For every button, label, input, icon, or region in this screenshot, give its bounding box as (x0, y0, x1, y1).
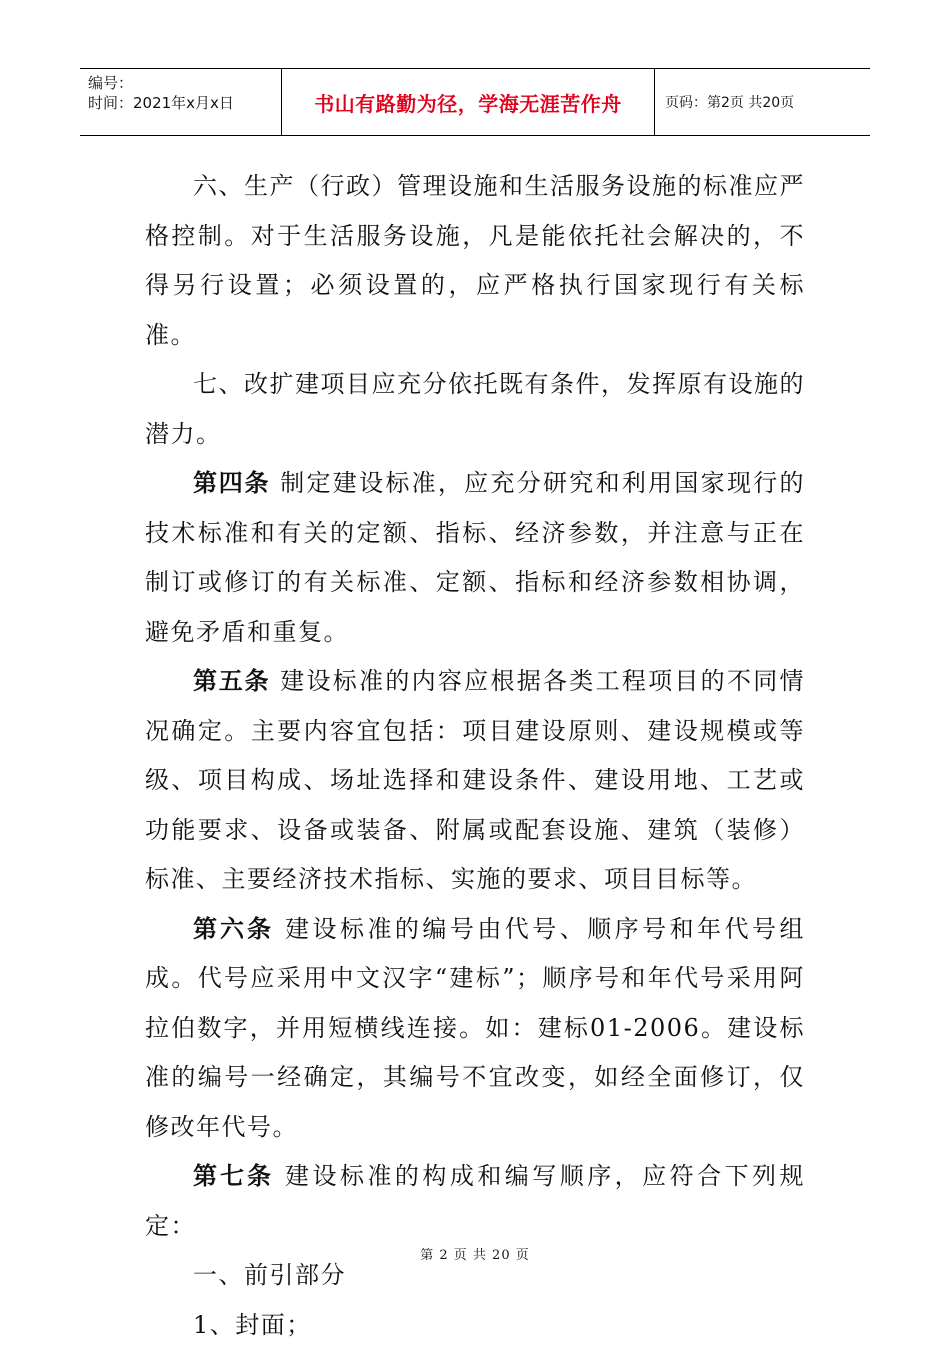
paragraph: 六、生产（行政）管理设施和生活服务设施的标准应严格控制。对于生活服务设施，凡是能依托社会解决的，不得另行设置；必须设置的，应严格执行国家现行有关标准。 (145, 162, 805, 360)
time-label: 时间：2021年x月x日 (88, 93, 273, 113)
serial-label: 编号： (88, 73, 273, 93)
article-7: 第七条 建设标准的构成和编写顺序，应符合下列规定： (145, 1152, 805, 1251)
section-heading: 一、前引部分 (145, 1251, 805, 1301)
document-body (145, 162, 805, 1350)
header-motto: 书山有路勤为径，学海无涯苦作舟 (282, 69, 655, 135)
page-footer: 第 2 页 共 20 页 (0, 1244, 950, 1263)
article-5: 第五条 建设标准的内容应根据各类工程项目的不同情况确定。主要内容宜包括：项目建设原则、建设规模或等级、项目构成、场址选择和建设条件、建设用地、工艺或功能要求、设备或装备、附属或配套设施、建筑（装修）标准、主要经济技术指标、实施的要求、项目目标等。 (145, 657, 805, 905)
header-page-info: 页码：第2页 共20页 (655, 69, 870, 135)
page-header (80, 68, 870, 136)
paragraph: 七、改扩建项目应充分依托既有条件，发挥原有设施的潜力。 (145, 360, 805, 459)
article-4: 第四条 制定建设标准，应充分研究和利用国家现行的技术标准和有关的定额、指标、经济参数，并注意与正在制订或修订的有关标准、定额、指标和经济参数相协调，避免矛盾和重复。 (145, 459, 805, 657)
header-meta (80, 69, 282, 135)
article-6: 第六条 建设标准的编号由代号、顺序号和年代号组成。代号应采用中文汉字“建标”；顺序号和年代号采用阿拉伯数字，并用短横线连接。如：建标01-2006。建设标准的编号一经确定，其编号不宜改变，如经全面修订，仅修改年代号。 (145, 905, 805, 1153)
list-item: 1、封面； (145, 1301, 805, 1350)
